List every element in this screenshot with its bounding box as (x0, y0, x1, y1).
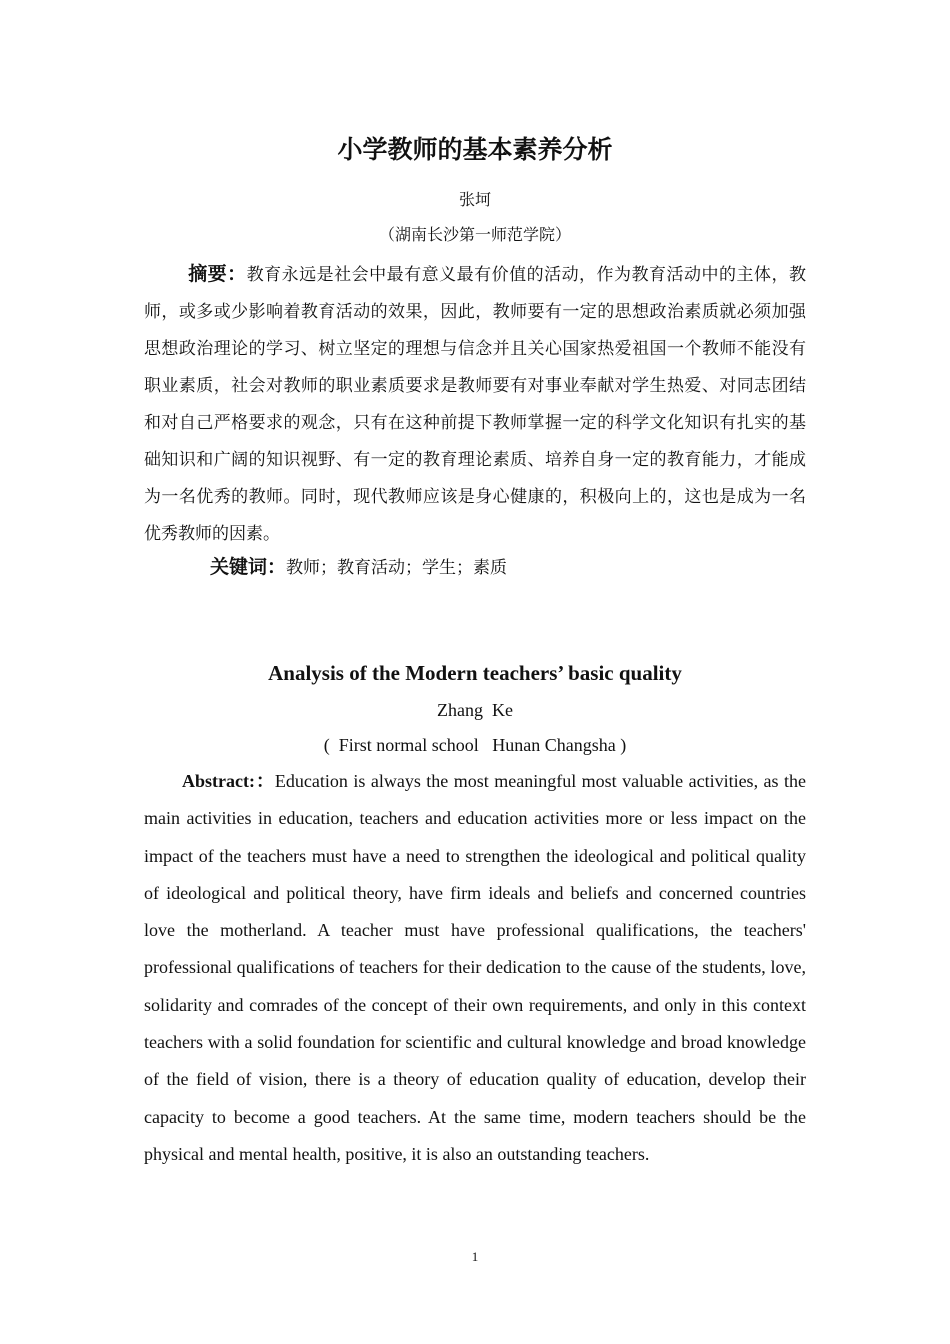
english-affiliation: ( First normal school Hunan Changsha ) (323, 735, 627, 755)
chinese-author: 张坷 (458, 190, 491, 209)
english-abstract-label: Abstract:： (182, 771, 275, 791)
english-abstract (144, 763, 806, 1173)
english-title: Analysis of the Modern teachers’ basic quality (268, 661, 682, 685)
chinese-keywords-label: 关键词： (210, 556, 287, 578)
chinese-keywords-text: 教师；教育活动；学生；素质 (286, 558, 508, 578)
page-number: 1 (471, 1249, 479, 1264)
chinese-keywords (210, 550, 507, 585)
chinese-title: 小学教师的基本素养分析 (337, 135, 613, 164)
chinese-abstract-text: 教育永远是社会中最有意义最有价值的活动，作为教育活动中的主体，教师，或多或少影响着教育活动的效果，因此，教师要有一定的思想政治素质就必须加强思想政治理论的学习、树立坚定的理想与信念并且关心国家热爱祖国一个教师不能没有职业素质，社会对教师的职业素质要求是教师要有对事业奉献对学生热爱、对同志团结和对自己严格要求的观念，只有在这种前提下教师掌握一定的科学文化知识有扎实的基础知识和广阔的知识视野、有一定的教育理论素质、培养自身一定的教育能力，才能成为一名优秀的教师。同时，现代教师应该是身心健康的，积极向上的，这也是成为一名优秀教师的因素。 (144, 265, 806, 544)
chinese-abstract-label: 摘要： (188, 263, 247, 285)
english-abstract-text: Education is always the most meaningful most valuable activities, as the main activities in education, teachers and education activities more or less impact on the impact of the teachers must have a need to strengthen the ideological and political quality of ideological and political theory, have firm ideals and beliefs and concerned countries love the motherland. A teacher must have professional qualifications, the teachers' professional qualifications of teachers for their dedication to the cause of the students, love, solidarity and comrades of the concept of their own requirements, and only in this context teachers with a solid foundation for scientific and cultural knowledge and broad knowledge of the field of vision, there is a theory of education quality of education, develop their capacity to become a good teachers. At the same time, modern teachers should be the physical and mental health, positive, it is also an outstanding teachers. (144, 771, 806, 1164)
chinese-abstract (144, 256, 806, 553)
chinese-affiliation: （湖南长沙第一师范学院） (378, 225, 571, 244)
english-author: Zhang Ke (437, 700, 513, 720)
